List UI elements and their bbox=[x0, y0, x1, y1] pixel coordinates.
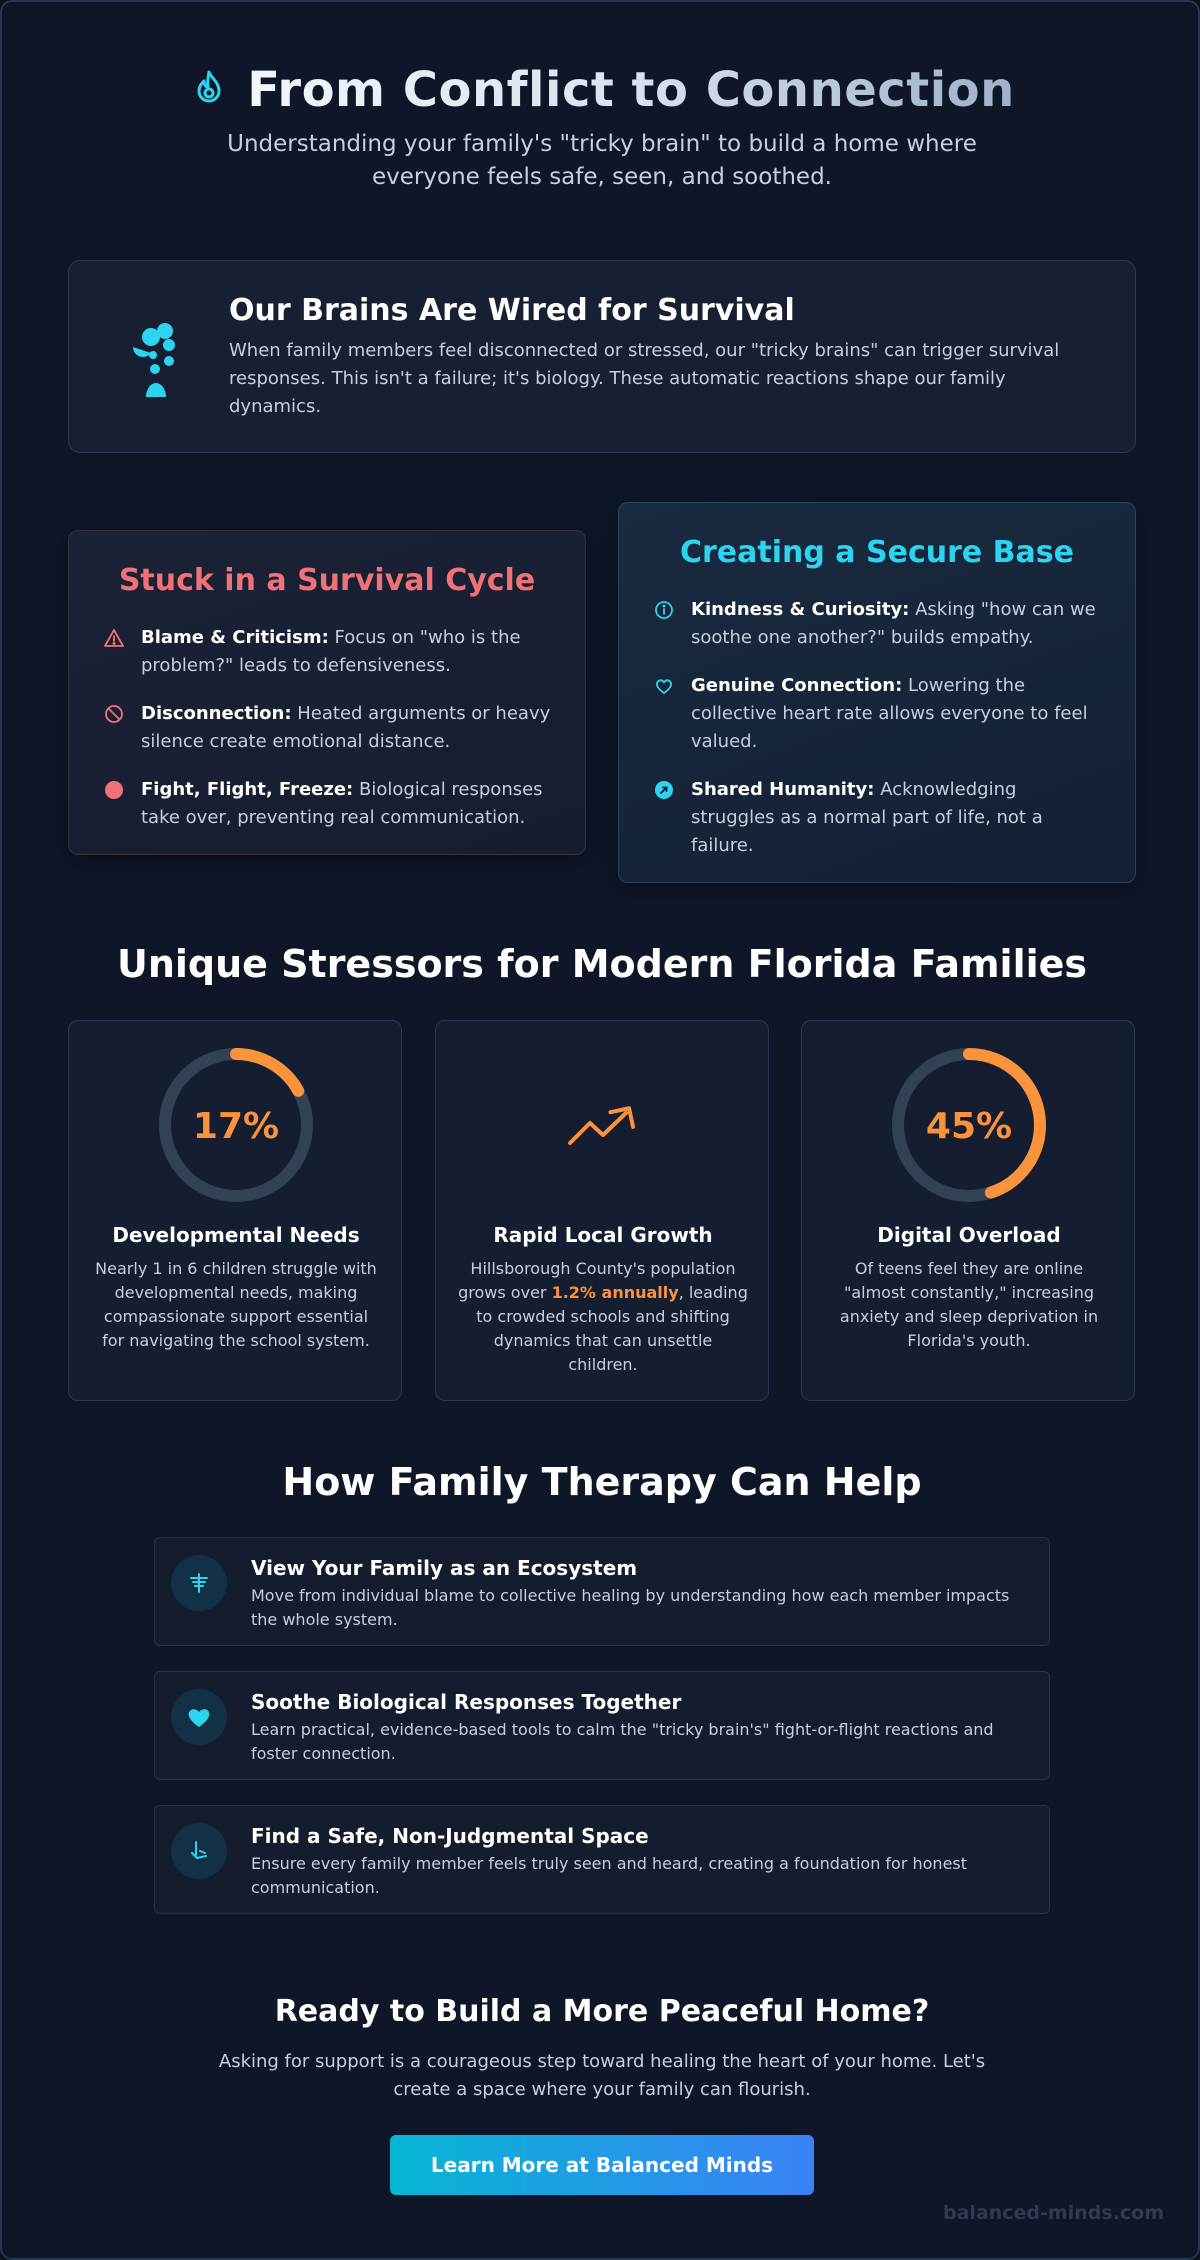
watermark: balanced-minds.com bbox=[943, 2202, 1164, 2224]
list-item-text bbox=[691, 672, 1101, 756]
list-item bbox=[653, 596, 1101, 652]
list-item-body: Lowering the collective heart rate allows everyone to feel valued. bbox=[691, 675, 1088, 752]
list-item-bold: Fight, Flight, Freeze: bbox=[141, 779, 354, 800]
digital-ring-chart bbox=[802, 1045, 1136, 1205]
page-subtitle: Understanding your family's "tricky brain" to build a home where everyone feels safe, seen, and soothed. bbox=[227, 131, 977, 190]
list-item-bold: Disconnection: bbox=[141, 703, 292, 724]
secure-base-list bbox=[619, 596, 1135, 860]
list-item-body: Biological responses take over, preventing real communication. bbox=[141, 779, 543, 828]
stressor-text: Of teens feel they are online "almost constantly," increasing anxiety and sleep deprivation in Florida's youth. bbox=[839, 1259, 1099, 1350]
stressor-title: Digital Overload bbox=[877, 1223, 1061, 1247]
list-item bbox=[103, 624, 551, 680]
survival-title: Our Brains Are Wired for Survival bbox=[229, 293, 795, 328]
stressor-title: Developmental Needs bbox=[112, 1223, 360, 1247]
warning-triangle-icon bbox=[103, 627, 125, 649]
help-item-title: View Your Family as an Ecosystem bbox=[251, 1556, 638, 1580]
list-item-bold: Kindness & Curiosity: bbox=[691, 599, 910, 620]
help-item-soothe bbox=[154, 1671, 1050, 1780]
digital-metric: 45% bbox=[925, 1106, 1013, 1147]
list-item-body: Focus on "who is the problem?" leads to defensiveness. bbox=[141, 627, 521, 676]
developmental-ring-chart bbox=[69, 1045, 403, 1205]
list-item-bold: Shared Humanity: bbox=[691, 779, 875, 800]
list-item bbox=[103, 776, 551, 832]
brain-icon bbox=[109, 311, 205, 407]
flame-icon bbox=[189, 68, 229, 112]
survival-card bbox=[68, 260, 1136, 453]
list-item-bold: Blame & Criticism: bbox=[141, 627, 329, 648]
list-item bbox=[653, 776, 1101, 860]
list-item-body: Heated arguments or heavy silence create emotional distance. bbox=[141, 703, 551, 752]
growth-highlight: 1.2% annually bbox=[551, 1283, 679, 1302]
ban-icon bbox=[103, 703, 125, 725]
help-item-text: Learn practical, evidence-based tools to calm the "tricky brain's" fight-or-flight reactions and foster connection. bbox=[251, 1720, 994, 1763]
secure-base-title: Creating a Secure Base bbox=[680, 535, 1074, 570]
help-item-ecosystem bbox=[154, 1537, 1050, 1646]
hands-circle-icon bbox=[653, 779, 675, 801]
stressor-card-developmental bbox=[68, 1020, 402, 1401]
developmental-metric: 17% bbox=[192, 1106, 280, 1147]
trending-up-icon bbox=[436, 1045, 770, 1205]
cta-text: Asking for support is a courageous step toward healing the heart of your home. Let's create a space where your family can flourish. bbox=[218, 2051, 986, 2100]
heart-icon bbox=[171, 1689, 227, 1745]
stressor-text: Nearly 1 in 6 children struggle with developmental needs, making compassionate support essential for navigating the school system. bbox=[95, 1259, 377, 1350]
help-title: How Family Therapy Can Help bbox=[282, 1460, 922, 1504]
list-item-text bbox=[691, 596, 1101, 652]
help-item-safe-space bbox=[154, 1805, 1050, 1914]
help-item-text: Move from individual blame to collective healing by understanding how each member impacts the whole system. bbox=[251, 1586, 1010, 1629]
survival-cycle-title: Stuck in a Survival Cycle bbox=[118, 563, 536, 598]
list-item-text bbox=[691, 776, 1101, 860]
list-item-text bbox=[141, 776, 551, 832]
heart-outline-icon bbox=[653, 675, 675, 697]
survival-cycle-list bbox=[69, 624, 585, 832]
stressor-card-growth bbox=[435, 1020, 769, 1401]
secure-base-card bbox=[618, 502, 1136, 883]
red-dot-icon bbox=[103, 779, 125, 801]
stressor-text bbox=[458, 1257, 748, 1377]
page-header bbox=[2, 62, 1200, 194]
survival-text: When family members feel disconnected or stressed, our "tricky brains" can trigger survival responses. This isn't a failure; it's biology. These automatic reactions shape our family dynamics. bbox=[229, 340, 1060, 417]
list-item-bold: Genuine Connection: bbox=[691, 675, 903, 696]
help-item-text: Ensure every family member feels truly seen and heard, creating a foundation for honest communication. bbox=[251, 1854, 968, 1897]
hand-care-icon bbox=[171, 1823, 227, 1879]
list-item-body: Acknowledging struggles as a normal part of life, not a failure. bbox=[691, 779, 1043, 856]
stressor-card-digital bbox=[801, 1020, 1135, 1401]
stressor-text-end: , leading to crowded schools and shifting dynamics that can unsettle children. bbox=[476, 1283, 748, 1374]
help-item-title: Soothe Biological Responses Together bbox=[251, 1690, 682, 1714]
list-item bbox=[103, 700, 551, 756]
cta-title: Ready to Build a More Peaceful Home? bbox=[274, 1994, 930, 2029]
list-item bbox=[653, 672, 1101, 756]
list-item-body: Asking "how can we soothe one another?" builds empathy. bbox=[691, 599, 1096, 648]
title-row bbox=[2, 62, 1200, 118]
stressor-title: Rapid Local Growth bbox=[493, 1223, 713, 1247]
list-item-text bbox=[141, 700, 551, 756]
list-item-text bbox=[141, 624, 551, 680]
stressor-text-start: Hillsborough County's population grows over bbox=[458, 1259, 736, 1302]
ecosystem-icon bbox=[171, 1555, 227, 1611]
info-circle-icon bbox=[653, 599, 675, 621]
survival-cycle-card bbox=[68, 530, 586, 855]
help-item-title: Find a Safe, Non-Judgmental Space bbox=[251, 1824, 649, 1848]
stressors-title: Unique Stressors for Modern Florida Families bbox=[116, 942, 1088, 986]
learn-more-button[interactable]: Learn More at Balanced Minds bbox=[390, 2135, 814, 2195]
page-title: From Conflict to Connection bbox=[247, 62, 1015, 118]
